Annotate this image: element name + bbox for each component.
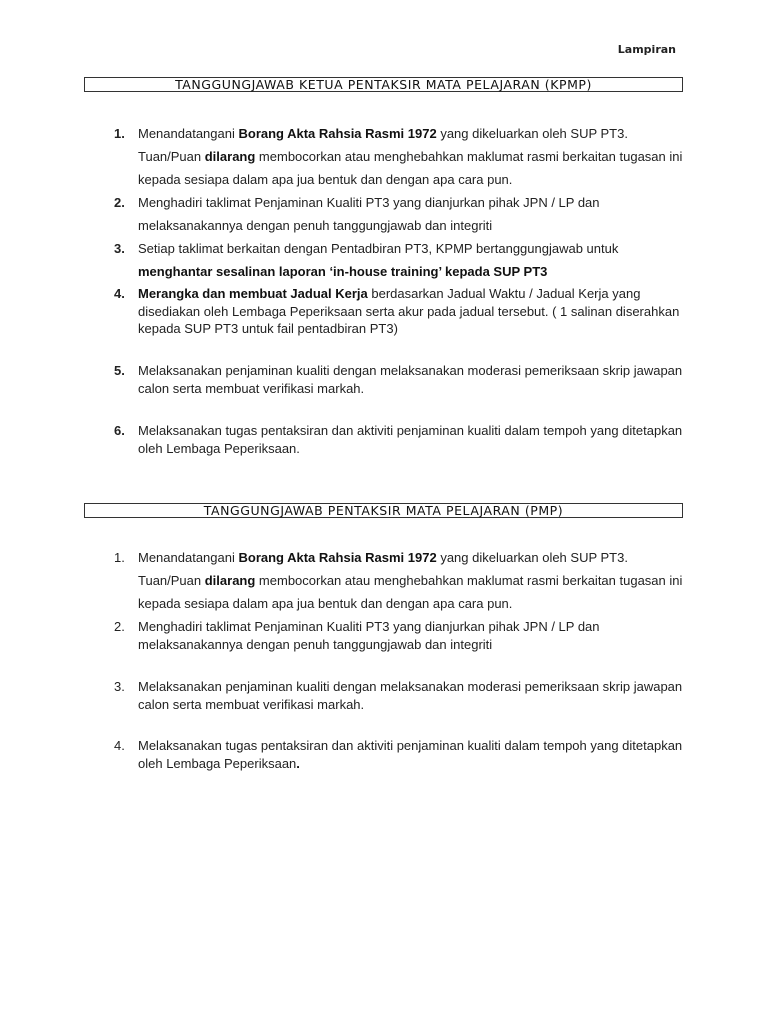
lampiran-label: Lampiran xyxy=(617,43,676,56)
item-number: 5. xyxy=(114,363,125,378)
item-number: 4. xyxy=(114,286,125,301)
item-number: 1. xyxy=(114,126,125,141)
item-number: 6. xyxy=(114,423,125,438)
item-number: 2. xyxy=(114,195,125,210)
item-number: 2. xyxy=(114,619,125,634)
item-text: Setiap taklimat berkaitan dengan Pentadbiran PT3, KPMP bertanggungjawab untuk menghantar sesalinan laporan ‘in-house training’ kepada SUP PT3 xyxy=(138,241,619,279)
item-text: Melaksanakan penjaminan kualiti dengan melaksanakan moderasi pemeriksaan skrip jawapan calon serta membuat verifikasi markah. xyxy=(138,679,683,712)
pmp-section-title: TANGGUNGJAWAB PENTAKSIR MATA PELAJARAN (PMP) xyxy=(84,503,683,518)
item-text: Merangka dan membuat Jadual Kerja berdasarkan Jadual Waktu / Jadual Kerja yang disediakan oleh Lembaga Peperiksaan serta akur pada jadual tersebut. ( 1 salinan diserahkan kepada SUP PT3 untuk fail pentadbiran PT3) xyxy=(138,286,680,336)
kpmp-section-title: TANGGUNGJAWAB KETUA PENTAKSIR MATA PELAJARAN (KPMP) xyxy=(84,77,683,92)
item-text: Melaksanakan penjaminan kualiti dengan melaksanakan moderasi pemeriksaan skrip jawapan calon serta membuat verifikasi markah. xyxy=(138,363,683,396)
item-text: Melaksanakan tugas pentaksiran dan aktiviti penjaminan kualiti dalam tempoh yang ditetapkan oleh Lembaga Peperiksaan. xyxy=(138,423,683,456)
item-text: Menghadiri taklimat Penjaminan Kualiti PT3 yang dianjurkan pihak JPN / LP dan melaksanakannya dengan penuh tanggungjawab dan integriti xyxy=(138,195,600,233)
item-text: Menghadiri taklimat Penjaminan Kualiti PT3 yang dianjurkan pihak JPN / LP dan melaksanakannya dengan penuh tanggungjawab dan integriti xyxy=(138,619,600,652)
item-number: 3. xyxy=(114,241,125,256)
item-number: 1. xyxy=(114,550,125,565)
item-number: 3. xyxy=(114,679,125,694)
item-number: 4. xyxy=(114,738,125,753)
item-text: Melaksanakan tugas pentaksiran dan aktiviti penjaminan kualiti dalam tempoh yang ditetapkan oleh Lembaga Peperiksaan. xyxy=(138,738,683,771)
item-text: Menandatangani Borang Akta Rahsia Rasmi 1972 yang dikeluarkan oleh SUP PT3. Tuan/Puan dilarang membocorkan atau menghebahkan maklumat rasmi berkaitan tugasan ini kepada sesiapa dalam apa jua bentuk dan dengan apa cara pun. xyxy=(138,550,683,611)
item-text: Menandatangani Borang Akta Rahsia Rasmi 1972 yang dikeluarkan oleh SUP PT3. Tuan/Puan dilarang membocorkan atau menghebahkan maklumat rasmi berkaitan tugasan ini kepada sesiapa dalam apa jua bentuk dan dengan apa cara pun. xyxy=(138,126,683,187)
